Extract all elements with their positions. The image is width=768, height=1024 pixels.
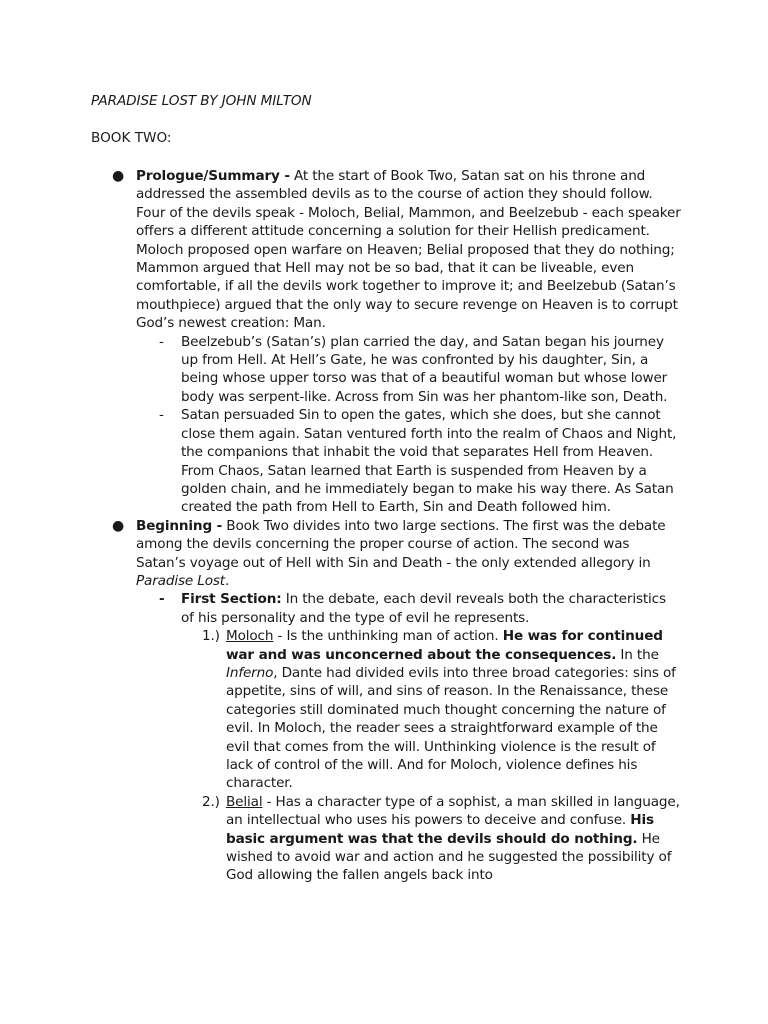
document-title: PARADISE LOST BY JOHN MILTON: [91, 93, 312, 109]
devil-intro: - Is the unthinking man of action.: [273, 628, 503, 645]
devil-intro: - Has a character type of a sophist, a man skilled in language, an intellectual who uses his powers to deceive and confuse.: [226, 793, 680, 829]
beginning-subpoints: [136, 590, 681, 885]
outline-list: [0, 167, 768, 885]
subpoint-item: [159, 333, 681, 407]
devil-bold-statement: His basic argument was that the devils should do nothing.: [226, 812, 654, 847]
subpoint-text: Beelzebub’s (Satan’s) plan carried the day, and Satan began his journey up from Hell. At Hell’s Gate, he was confronted by his daughter, Sin, a being whose upper torso was that of a beautiful woman but whose lower body was serpent-like. Across from Sin was her phantom-like son, Death.: [181, 333, 668, 405]
devil-item-belial: [202, 793, 680, 885]
subpoint-text: Satan persuaded Sin to open the gates, which she does, but she cannot close them again. Satan ventured forth into the realm of Chaos and Night, the companions that inhabit the void that separates Hell from Heaven. From Chaos, Satan learned that Earth is suspended from Heaven by a golden chain, and he immediately began to make his way there. As Satan created the path from Hell to Earth, Sin and Death followed him.: [181, 407, 677, 516]
devil-name: Belial: [226, 793, 263, 810]
first-section-item: [159, 590, 681, 885]
beginning-label: Beginning -: [136, 517, 223, 534]
dash-marker: -: [159, 333, 164, 350]
prologue-subpoints: [136, 333, 681, 517]
list-item-beginning: [112, 517, 681, 885]
book-heading: BOOK TWO:: [91, 130, 172, 146]
devil-italic: Inferno: [226, 664, 274, 681]
beginning-text-end: .: [224, 572, 230, 589]
devil-bold-statement: He was for continued war and was unconcerned about the consequences.: [226, 628, 663, 663]
devil-text-a: He wished to avoid war and action and he suggested the possibility of God allowing the fallen angels back into: [226, 830, 672, 884]
dash-marker: -: [159, 591, 165, 608]
beginning-text: Book Two divides into two large sections. The first was the debate among the devils concerning the proper course of action. The second was Satan’s voyage out of Hell with Sin and Death - the only extended allegory in: [136, 517, 666, 571]
first-section-label: First Section:: [181, 591, 282, 608]
beginning-text-italic: Paradise Lost: [136, 572, 225, 589]
devil-text-b: , Dante had divided evils into three broad categories: sins of appetite, sins of will, and sins of reason. In the Renaissance, these categories still dominated much thought concerning the nature of evil. In Moloch, the reader sees a straightforward example of the evil that comes from the will. Unthinking violence is the result of lack of control of the will. And for Moloch, violence defines his character.: [226, 664, 676, 792]
list-number: 2.): [202, 793, 220, 810]
list-number: 1.): [202, 628, 220, 645]
dash-marker: -: [159, 407, 164, 424]
bullet-marker: ●: [112, 517, 125, 534]
devil-item-moloch: [202, 627, 680, 793]
devil-text-a: In the: [616, 646, 659, 663]
prologue-label: Prologue/Summary -: [136, 168, 290, 184]
devil-name: Moloch: [226, 628, 274, 645]
list-item-prologue: [112, 167, 681, 517]
devils-list: [181, 627, 681, 885]
subpoint-item: [159, 406, 681, 516]
bullet-marker: ●: [112, 168, 125, 184]
prologue-text: At the start of Book Two, Satan sat on his throne and addressed the assembled devils as to the course of action they should follow. Four of the devils speak - Moloch, Belial, Mammon, and Beelzebub - each speaker offers a different attitude concerning a solution for their Hellish predicament. Moloch proposed open warfare on Heaven; Belial proposed that they do nothing; Mammon argued that Hell may not be so bad, that it can be liveable, even comfortable, if all the devils work together to improve it; and Beelzebub (Satan’s mouthpiece) argued that the only way to secure revenge on Heaven is to corrupt God’s newest creation: Man.: [136, 168, 681, 332]
first-section-text: In the debate, each devil reveals both the characteristics of his personality and the type of evil he represents.: [181, 591, 666, 626]
